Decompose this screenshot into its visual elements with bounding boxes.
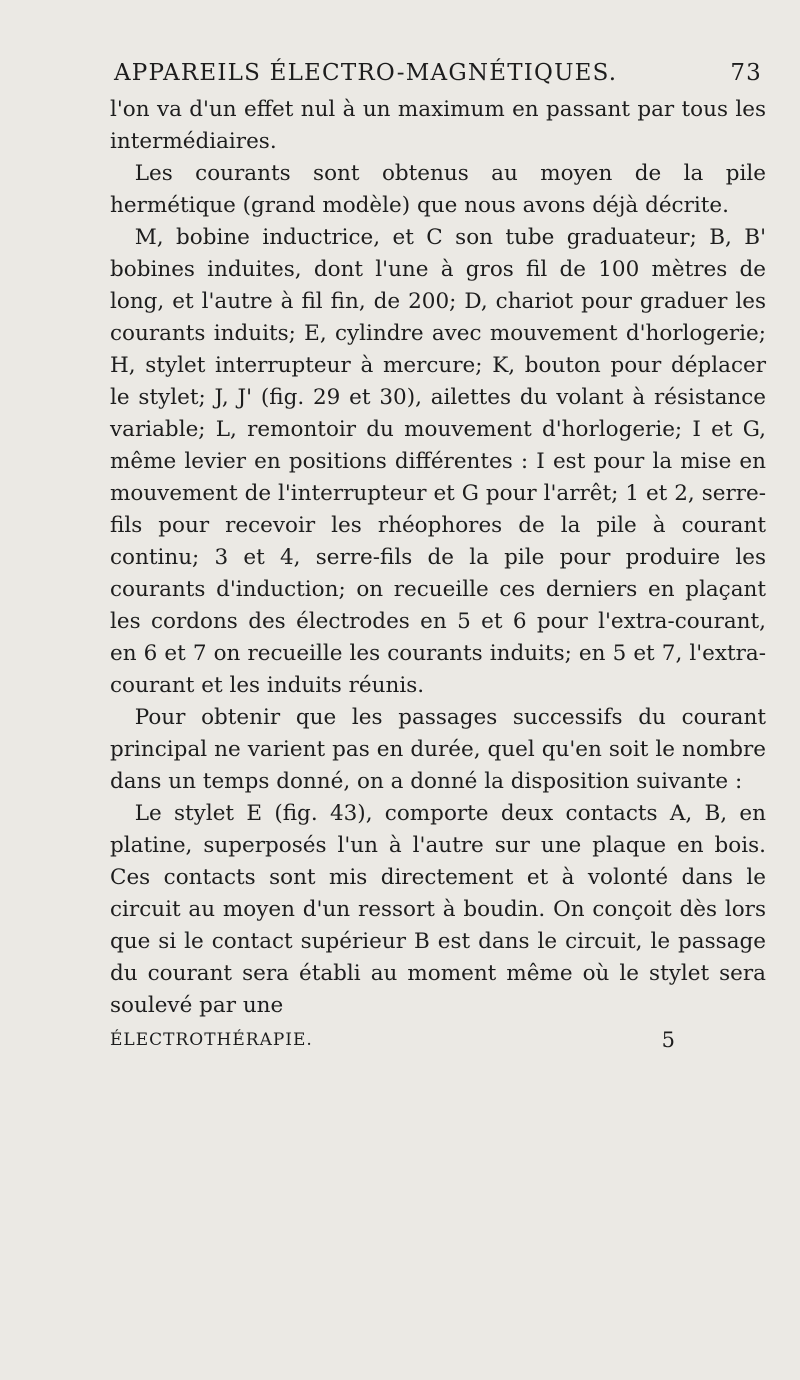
paragraph: l'on va d'un effet nul à un maximum en passant par tous les intermédiaires. <box>110 97 766 154</box>
paragraph: Les courants sont obtenus au moyen de la pile hermétique (grand modèle) que nous avons déjà décrite. <box>110 161 766 218</box>
page-footer <box>110 1024 766 1058</box>
signature-mark: ÉLECTROTHÉRAPIE. <box>110 1030 313 1050</box>
sheet-number: 5 <box>661 1028 676 1052</box>
running-title: APPAREILS ÉLECTRO-MAGNÉTIQUES. <box>114 60 618 86</box>
paragraph: Le stylet E (fig. 43), comporte deux contacts A, B, en platine, superposés l'un à l'autre sur une plaque en bois. Ces contacts sont mis directement et à volonté dans le circuit au moyen d'un ressort à boudin. On conçoit dès lors que si le contact supérieur B est dans le circuit, le passage du courant sera établi au moment même où le stylet sera soulevé par une <box>110 801 766 1018</box>
paragraph: Pour obtenir que les passages successifs du courant principal ne varient pas en durée, quel qu'en soit le nombre dans un temps donné, on a donné la disposition suivante : <box>110 705 766 794</box>
paragraph: M, bobine inductrice, et C son tube graduateur; B, B' bobines induites, dont l'une à gros fil de 100 mètres de long, et l'autre à fil fin, de 200; D, chariot pour graduer les courants induits; E, cylindre avec mouvement d'horlogerie; H, stylet interrupteur à mercure; K, bouton pour déplacer le stylet; J, J' (fig. 29 et 30), ailettes du volant à résistance variable; L, remontoir du mouvement d'horlogerie; I et G, même levier en positions différentes : I est pour la mise en mouvement de l'interrupteur et G pour l'arrêt; 1 et 2, serre-fils pour recevoir les rhéophores de la pile à courant continu; 3 et 4, serre-fils de la pile pour produire les courants d'induction; on recueille ces derniers en plaçant les cordons des électrodes en 5 et 6 pour l'extra-courant, en 6 et 7 on recueille les courants induits; en 5 et 7, l'extra-courant et les induits réunis. <box>110 225 766 698</box>
running-head <box>110 52 766 88</box>
page-number: 73 <box>730 60 762 86</box>
body-text <box>110 94 766 1022</box>
